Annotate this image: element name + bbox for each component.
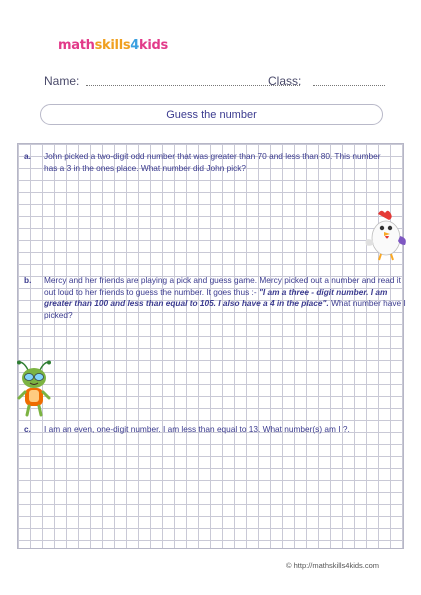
question-letter: a.	[24, 151, 31, 161]
question-text: John picked a two-digit odd number that was greater than 70 and less than 80. This number has a 3 in the ones place. What number did John pick?	[44, 151, 381, 173]
logo-part-kids: kids	[139, 38, 168, 53]
question-letter: c.	[24, 424, 31, 434]
rooster-icon	[364, 208, 408, 262]
question-b-quote: "I am a three - digit number. I am greater than 100 and less than equal to 105. I also have a 4 in the place".	[44, 286, 388, 309]
question-text: I am an even, one-digit number. I am less than equal to 13. What number(s) am I ?.	[44, 424, 350, 434]
logo-part-math: math	[58, 38, 95, 53]
class-label: Class:	[268, 74, 302, 88]
bug-character-icon	[15, 360, 53, 418]
logo-part-skills: skills	[94, 38, 131, 53]
grid-paper	[17, 143, 404, 549]
logo-part-4: 4	[130, 38, 140, 53]
site-logo	[58, 38, 168, 53]
question-b-end: What number have I picked?	[44, 298, 406, 320]
worksheet-title: Guess the number	[40, 104, 383, 125]
name-label: Name:	[44, 74, 80, 88]
class-field[interactable]	[313, 85, 385, 86]
name-class-row	[44, 74, 388, 90]
question-text	[44, 275, 406, 321]
question-b-intro: Mercy and her friends are playing a pick and guess game. Mercy picked out a number and read it out loud to her friends to guess the number. It goes thus :-	[44, 275, 401, 297]
question-letter: b.	[24, 275, 32, 285]
footer-copyright: © http://mathskills4kids.com	[286, 561, 380, 570]
